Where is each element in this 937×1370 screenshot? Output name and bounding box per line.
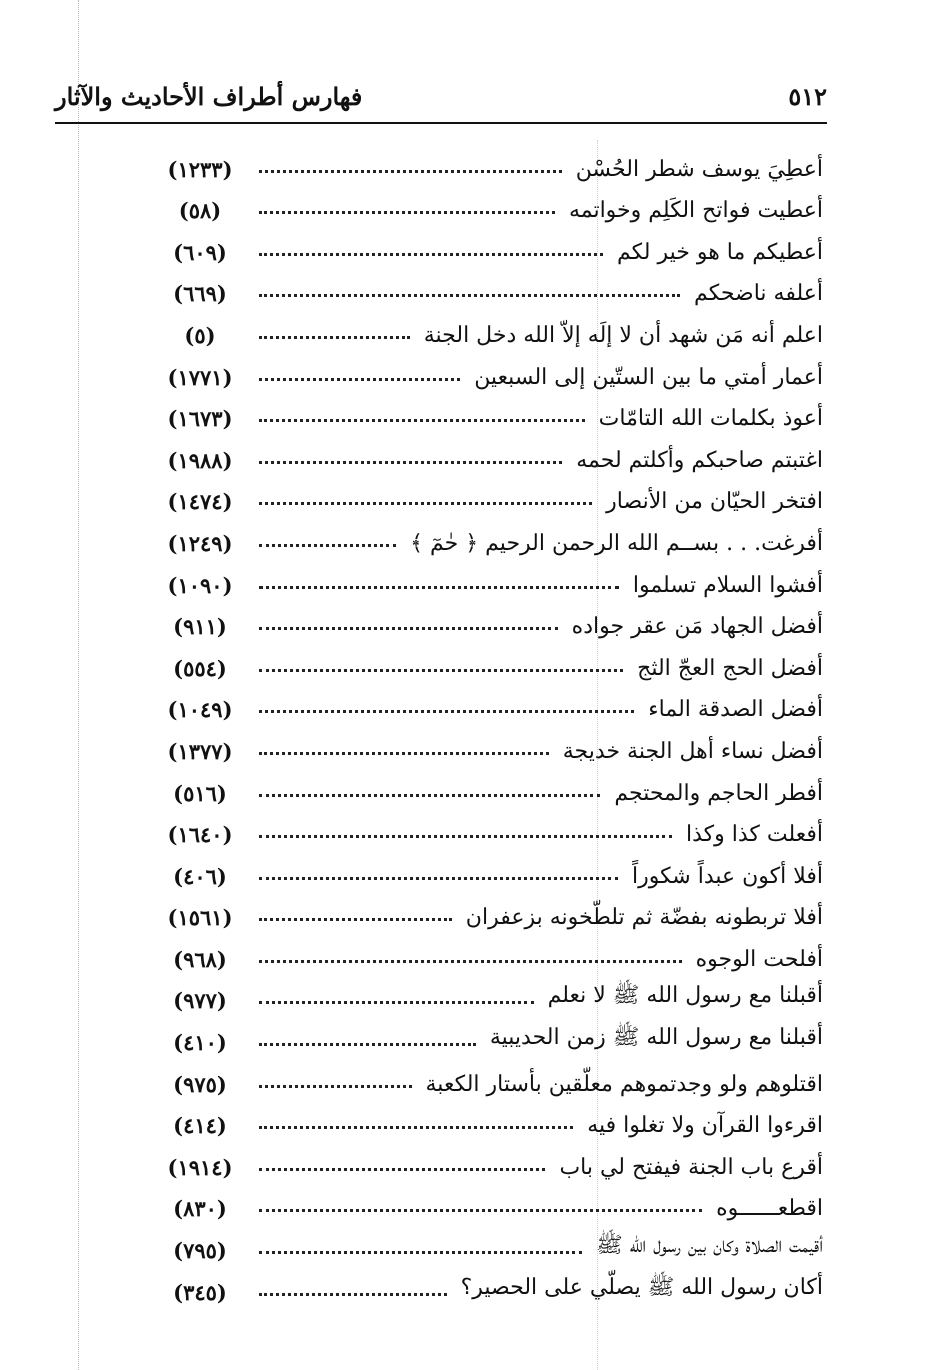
index-entry (155, 1263, 823, 1305)
entry-text: أقرع باب الجنة فيفتح لي باب (559, 1154, 823, 1180)
leader-dots (259, 1209, 702, 1212)
entry-text: أكان رسول الله ﷺ يصلّي على الحصير؟ (460, 1274, 823, 1300)
entry-text: افتخر الحيّان من الأنصار (606, 489, 823, 515)
index-entry (155, 473, 823, 515)
leader-dots (259, 794, 600, 797)
index-entry (155, 1138, 823, 1180)
entry-number: (١٠٩٠) (167, 572, 233, 598)
entry-number: (٨٣٠) (173, 1196, 227, 1222)
index-entry (155, 182, 823, 224)
index-entry (155, 764, 823, 806)
entry-number: (١٢٤٩) (167, 530, 233, 556)
entry-text: أعوذ بكلمات الله التامّات (598, 406, 823, 432)
entry-number: (٥١٦) (173, 780, 227, 806)
page-header (55, 78, 827, 126)
entry-text: اقرءوا القرآن ولا تغلوا فيه (587, 1113, 823, 1139)
entry-text: أفلا أكون عبداً شكوراً (632, 863, 823, 889)
leader-dots (259, 710, 634, 713)
index-entry (155, 140, 823, 182)
leader-dots (259, 1001, 534, 1004)
entry-number: (٤١٠) (173, 1030, 227, 1056)
leader-dots (259, 835, 672, 838)
leader-dots (259, 419, 585, 422)
leader-dots (259, 294, 680, 297)
index-entry (155, 1055, 823, 1097)
leader-dots (259, 1251, 582, 1254)
scan-margin-line (78, 0, 79, 1370)
entry-number: (٤١٤) (173, 1113, 227, 1139)
index-entry (155, 930, 823, 972)
leader-dots (259, 960, 682, 963)
entry-number: (١٢٣٣) (167, 156, 233, 182)
entry-text: أفلا تربطونه بفضّة ثم تلطّخونه بزعفران (465, 905, 823, 931)
entry-text: أفضل الحج العجّ الثج (637, 655, 823, 681)
entry-text: أفلحت الوجوه (695, 946, 823, 972)
entry-text: أفرغت. . . بســم الله الرحمن الرحيم ﴿ حٰمٓ ﴾ (410, 530, 823, 556)
entry-text: أقبلنا مع رسول الله ﷺ لا نعلم (547, 983, 823, 1009)
hadith-index-list (155, 140, 823, 1305)
index-entry (155, 847, 823, 889)
entry-text: أفضل الصدقة الماء (648, 697, 823, 723)
index-entry (155, 514, 823, 556)
entry-number: (٣٤٥) (173, 1279, 227, 1305)
entry-number: (٦٠٩) (173, 239, 227, 265)
entry-number: (٩١١) (173, 614, 227, 640)
entry-number: (٧٩٥) (173, 1238, 227, 1264)
header-rule (55, 122, 827, 124)
entry-text: أفعلت كذا وكذا (685, 822, 823, 848)
leader-dots (259, 1043, 476, 1046)
entry-number: (٩٦٨) (173, 946, 227, 972)
entry-number: (٥٨) (178, 198, 222, 224)
entry-text: اعلم أنه مَن شهد أن لا إلَه إلاّ الله دخل الجنة (423, 322, 823, 348)
leader-dots (259, 544, 396, 547)
entry-number: (١٤٧٤) (167, 489, 233, 515)
entry-number: (٥) (184, 322, 216, 348)
entry-number: (١٥٦١) (167, 905, 233, 931)
leader-dots (259, 1126, 573, 1129)
running-title: فهارس أطراف الأحاديث والآثار (55, 82, 363, 111)
leader-dots (259, 1168, 545, 1171)
entry-number: (١٠٤٩) (167, 697, 233, 723)
leader-dots (259, 502, 592, 505)
index-entry (155, 431, 823, 473)
index-entry (155, 806, 823, 848)
index-entry (155, 1221, 823, 1263)
entry-text: اقتلوهم ولو وجدتموهم معلّقين بأستار الكعبة (425, 1071, 823, 1097)
index-entry (155, 265, 823, 307)
index-entry (155, 681, 823, 723)
entry-text: أفشوا السلام تسلموا (632, 572, 823, 598)
index-entry (155, 639, 823, 681)
entry-number: (٤٠٦) (173, 863, 227, 889)
entry-text: أفضل نساء أهل الجنة خديجة (562, 738, 823, 764)
index-entry (155, 306, 823, 348)
leader-dots (259, 336, 410, 339)
entry-text: أقيمت الصلاة وكان بين رسول الله ﷺ (596, 1233, 823, 1259)
page-number: ٥١٢ (788, 82, 827, 111)
leader-dots (259, 669, 623, 672)
entry-number: (١٦٤٠) (167, 822, 233, 848)
leader-dots (259, 627, 558, 630)
entry-text: أعطِيَ يوسف شطر الحُسْن (575, 156, 823, 182)
leader-dots (259, 211, 555, 214)
leader-dots (259, 918, 452, 921)
entry-number: (٥٥٤) (173, 655, 227, 681)
index-entry (155, 348, 823, 390)
entry-text: أعطيكم ما هو خير لكم (616, 239, 823, 265)
entry-number: (١٩١٤) (167, 1154, 233, 1180)
entry-text: أفضل الجهاد مَن عقر جواده (571, 614, 823, 640)
index-entry (155, 1013, 823, 1055)
entry-number: (٩٧٥) (173, 1071, 227, 1097)
index-entry (155, 722, 823, 764)
index-entry (155, 1180, 823, 1222)
leader-dots (259, 1293, 447, 1296)
entry-text: أعطيت فواتح الكَلِم وخواتمه (568, 198, 823, 224)
entry-text: اغتبتم صاحبكم وأكلتم لحمه (576, 447, 823, 473)
entry-text: أقبلنا مع رسول الله ﷺ زمن الحديبية (489, 1025, 823, 1051)
index-entry (155, 390, 823, 432)
leader-dots (259, 461, 562, 464)
leader-dots (259, 877, 618, 880)
entry-number: (١٦٧٣) (167, 406, 233, 432)
index-entry (155, 556, 823, 598)
entry-number: (١٣٧٧) (167, 738, 233, 764)
leader-dots (259, 752, 549, 755)
entry-text: اقطعــــــوه (716, 1196, 823, 1222)
leader-dots (259, 1085, 412, 1088)
index-entry (155, 1097, 823, 1139)
entry-text: أعمار أمتي ما بين الستّين إلى السبعين (474, 364, 823, 390)
entry-text: أعلفه ناضحكم (694, 281, 823, 307)
entry-number: (١٧٧١) (167, 364, 233, 390)
entry-number: (٩٧٧) (173, 988, 227, 1014)
leader-dots (259, 586, 619, 589)
leader-dots (259, 253, 603, 256)
index-entry (155, 972, 823, 1014)
entry-text: أفطر الحاجم والمحتجم (614, 780, 823, 806)
entry-number: (١٩٨٨) (167, 447, 233, 473)
index-entry (155, 598, 823, 640)
leader-dots (259, 170, 562, 173)
leader-dots (259, 378, 460, 381)
entry-number: (٦٦٩) (173, 281, 227, 307)
index-entry (155, 889, 823, 931)
index-entry (155, 223, 823, 265)
